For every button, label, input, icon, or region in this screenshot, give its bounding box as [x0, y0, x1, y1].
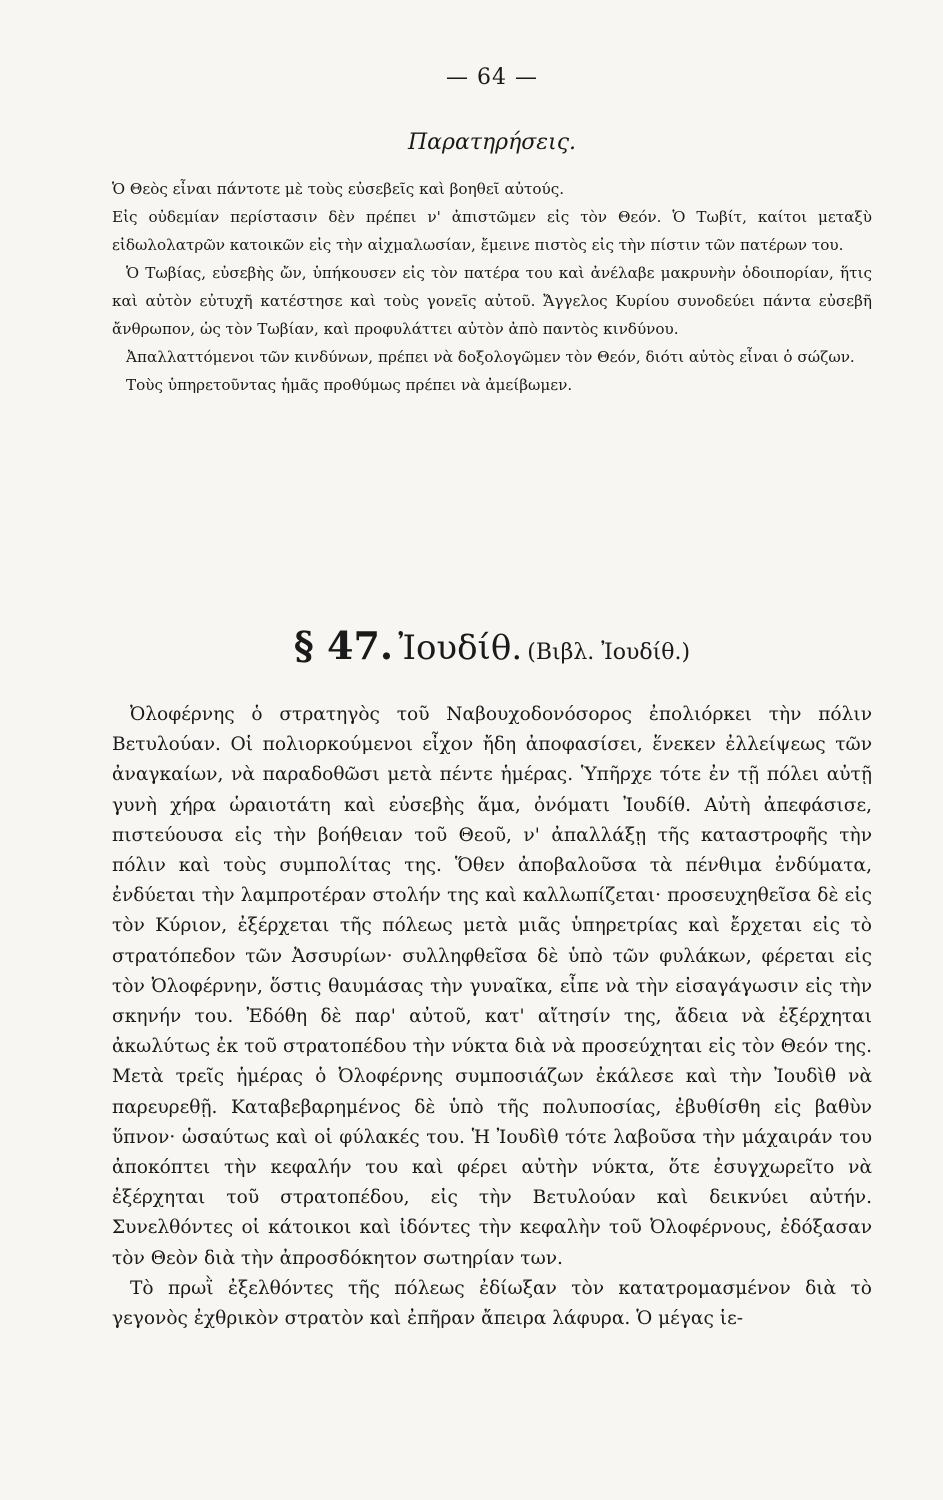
- section-number: § 47.: [293, 623, 394, 668]
- page-number: — 64 —: [446, 65, 538, 90]
- note-5: Τοὺς ὑπηρετοῦντας ἡμᾶς προθύμως πρέπει νὰ ἀμείβωμεν.: [126, 376, 573, 394]
- main-text: [112, 700, 872, 1334]
- notes-heading: Παρατηρήσεις.: [407, 130, 577, 155]
- notes-list: [112, 175, 872, 399]
- paragraph-1: Ὀλοφέρνης ὁ στρατηγὸς τοῦ Ναβουχοδονόσορος ἐπολιόρκει τὴν πόλιν Βετυλούαν. Οἱ πολιορκούμενοι εἶχον ἤδη ἀποφασίσει, ἕνεκεν ἐλλείψεως τῶν ἀναγκαίων, νὰ παραδοθῶσι μετὰ πέντε ἡμέρας. Ὑπῆρχε τότε ἐν τῇ πόλει αὐτῇ γυνὴ χήρα ὡραιοτάτη καὶ εὐσεβὴς ἅμα, ὀνόματι Ἰουδίθ. Αὐτὴ ἀπεφάσισε, πιστεύουσα εἰς τὴν βοήθειαν τοῦ Θεοῦ, ν' ἀπαλλάξῃ τῆς καταστροφῆς τὴν πόλιν καὶ τοὺς συμπολίτας της. Ὅθεν ἀποβαλοῦσα τὰ πένθιμα ἐνδύματα, ἐνδύεται τὴν λαμπροτέραν στολήν της καὶ καλλωπίζεται· προσευχηθεῖσα δὲ εἰς τὸν Κύριον, ἐξέρχεται τῆς πόλεως μετὰ μιᾶς ὑπηρετρίας καὶ ἔρχεται εἰς τὸ στρατόπεδον τῶν Ἀσσυρίων· συλληφθεῖσα δὲ ὑπὸ τῶν φυλάκων, φέρεται εἰς τὸν Ὀλοφέρνην, ὅστις θαυμάσας τὴν γυναῖκα, εἶπε νὰ τὴν εἰσαγάγωσιν εἰς τὴν σκηνήν του. Ἐδόθη δὲ παρ' αὐτοῦ, κατ' αἴτησίν της, ἄδεια νὰ ἐξέρχηται ἀκωλύτως ἐκ τοῦ στρατοπέδου τὴν νύκτα διὰ νὰ προσεύχηται εἰς τὸν Θεόν της. Μετὰ τρεῖς ἡμέρας ὁ Ὀλοφέρνης συμποσιάζων ἐκάλεσε καὶ τὴν Ἰουδὶθ νὰ παρευρεθῇ. Καταβεβαρημένος δὲ ὑπὸ τῆς πολυποσίας, ἐβυθίσθη εἰς βαθὺν ὕπνον· ὡσαύτως καὶ οἱ φύλακές του. Ἡ Ἰουδὶθ τότε λαβοῦσα τὴν μάχαιράν του ἀποκόπτει τὴν κεφαλήν του καὶ φέρει αὐτὴν νύκτα, ὅτε ἐσυγχωρεῖτο νὰ ἐξέρχηται τοῦ στρατοπέδου, εἰς τὴν Βετυλούαν καὶ δεικνύει αὐτήν. Συνελθόντες οἱ κάτοικοι καὶ ἰδόντες τὴν κεφαλὴν τοῦ Ὀλοφέρνους, ἐδόξασαν τὸν Θεὸν διὰ τὴν ἀπροσδόκητον σωτηρίαν των.: [112, 704, 872, 1269]
- section-heading: [112, 623, 872, 668]
- note-3: Ὁ Τωβίας, εὐσεβὴς ὤν, ὑπήκουσεν εἰς τὸν πατέρα του καὶ ἀνέλαβε μακρυνὴν ὁδοιπορίαν, ἥτις καὶ αὐτὸν εὐτυχῆ κατέστησε καὶ τοὺς γονεῖς αὐτοῦ. Ἄγγελος Κυρίου συνοδεύει πάντα εὐσεβῆ ἄνθρωπον, ὡς τὸν Τωβίαν, καὶ προφυλάττει αὐτὸν ἀπὸ παντὸς κινδύνου.: [112, 264, 872, 338]
- note-4: Ἀπαλλαττόμενοι τῶν κινδύνων, πρέπει νὰ δοξολογῶμεν τὸν Θεόν, διότι αὐτὸς εἶναι ὁ σώζων.: [126, 348, 855, 366]
- paragraph-2: Τὸ πρωῒ ἐξελθόντες τῆς πόλεως ἐδίωξαν τὸν κατατρομασμένον διὰ τὸ γεγονὸς ἐχθρικὸν στρατὸν καὶ ἐπῆραν ἄπειρα λάφυρα. Ὁ μέγας ἱε-: [112, 1277, 872, 1330]
- section-title: Ἰουδίθ.: [398, 628, 523, 668]
- book-page: [112, 55, 872, 1475]
- note-1: Ὁ Θεὸς εἶναι πάντοτε μὲ τοὺς εὐσεβεῖς καὶ βοηθεῖ αὐτούς.: [112, 180, 565, 198]
- note-2: Εἰς οὐδεμίαν περίστασιν δὲν πρέπει ν' ἀπιστῶμεν εἰς τὸν Θεόν. Ὁ Τωβίτ, καίτοι μεταξὺ εἰδωλολατρῶν κατοικῶν εἰς τὴν αἰχμαλωσίαν, ἔμεινε πιστὸς εἰς τὴν πίστιν τῶν πατέρων του.: [112, 208, 872, 254]
- section-reference: (Βιβλ. Ἰουδίθ.): [527, 640, 691, 665]
